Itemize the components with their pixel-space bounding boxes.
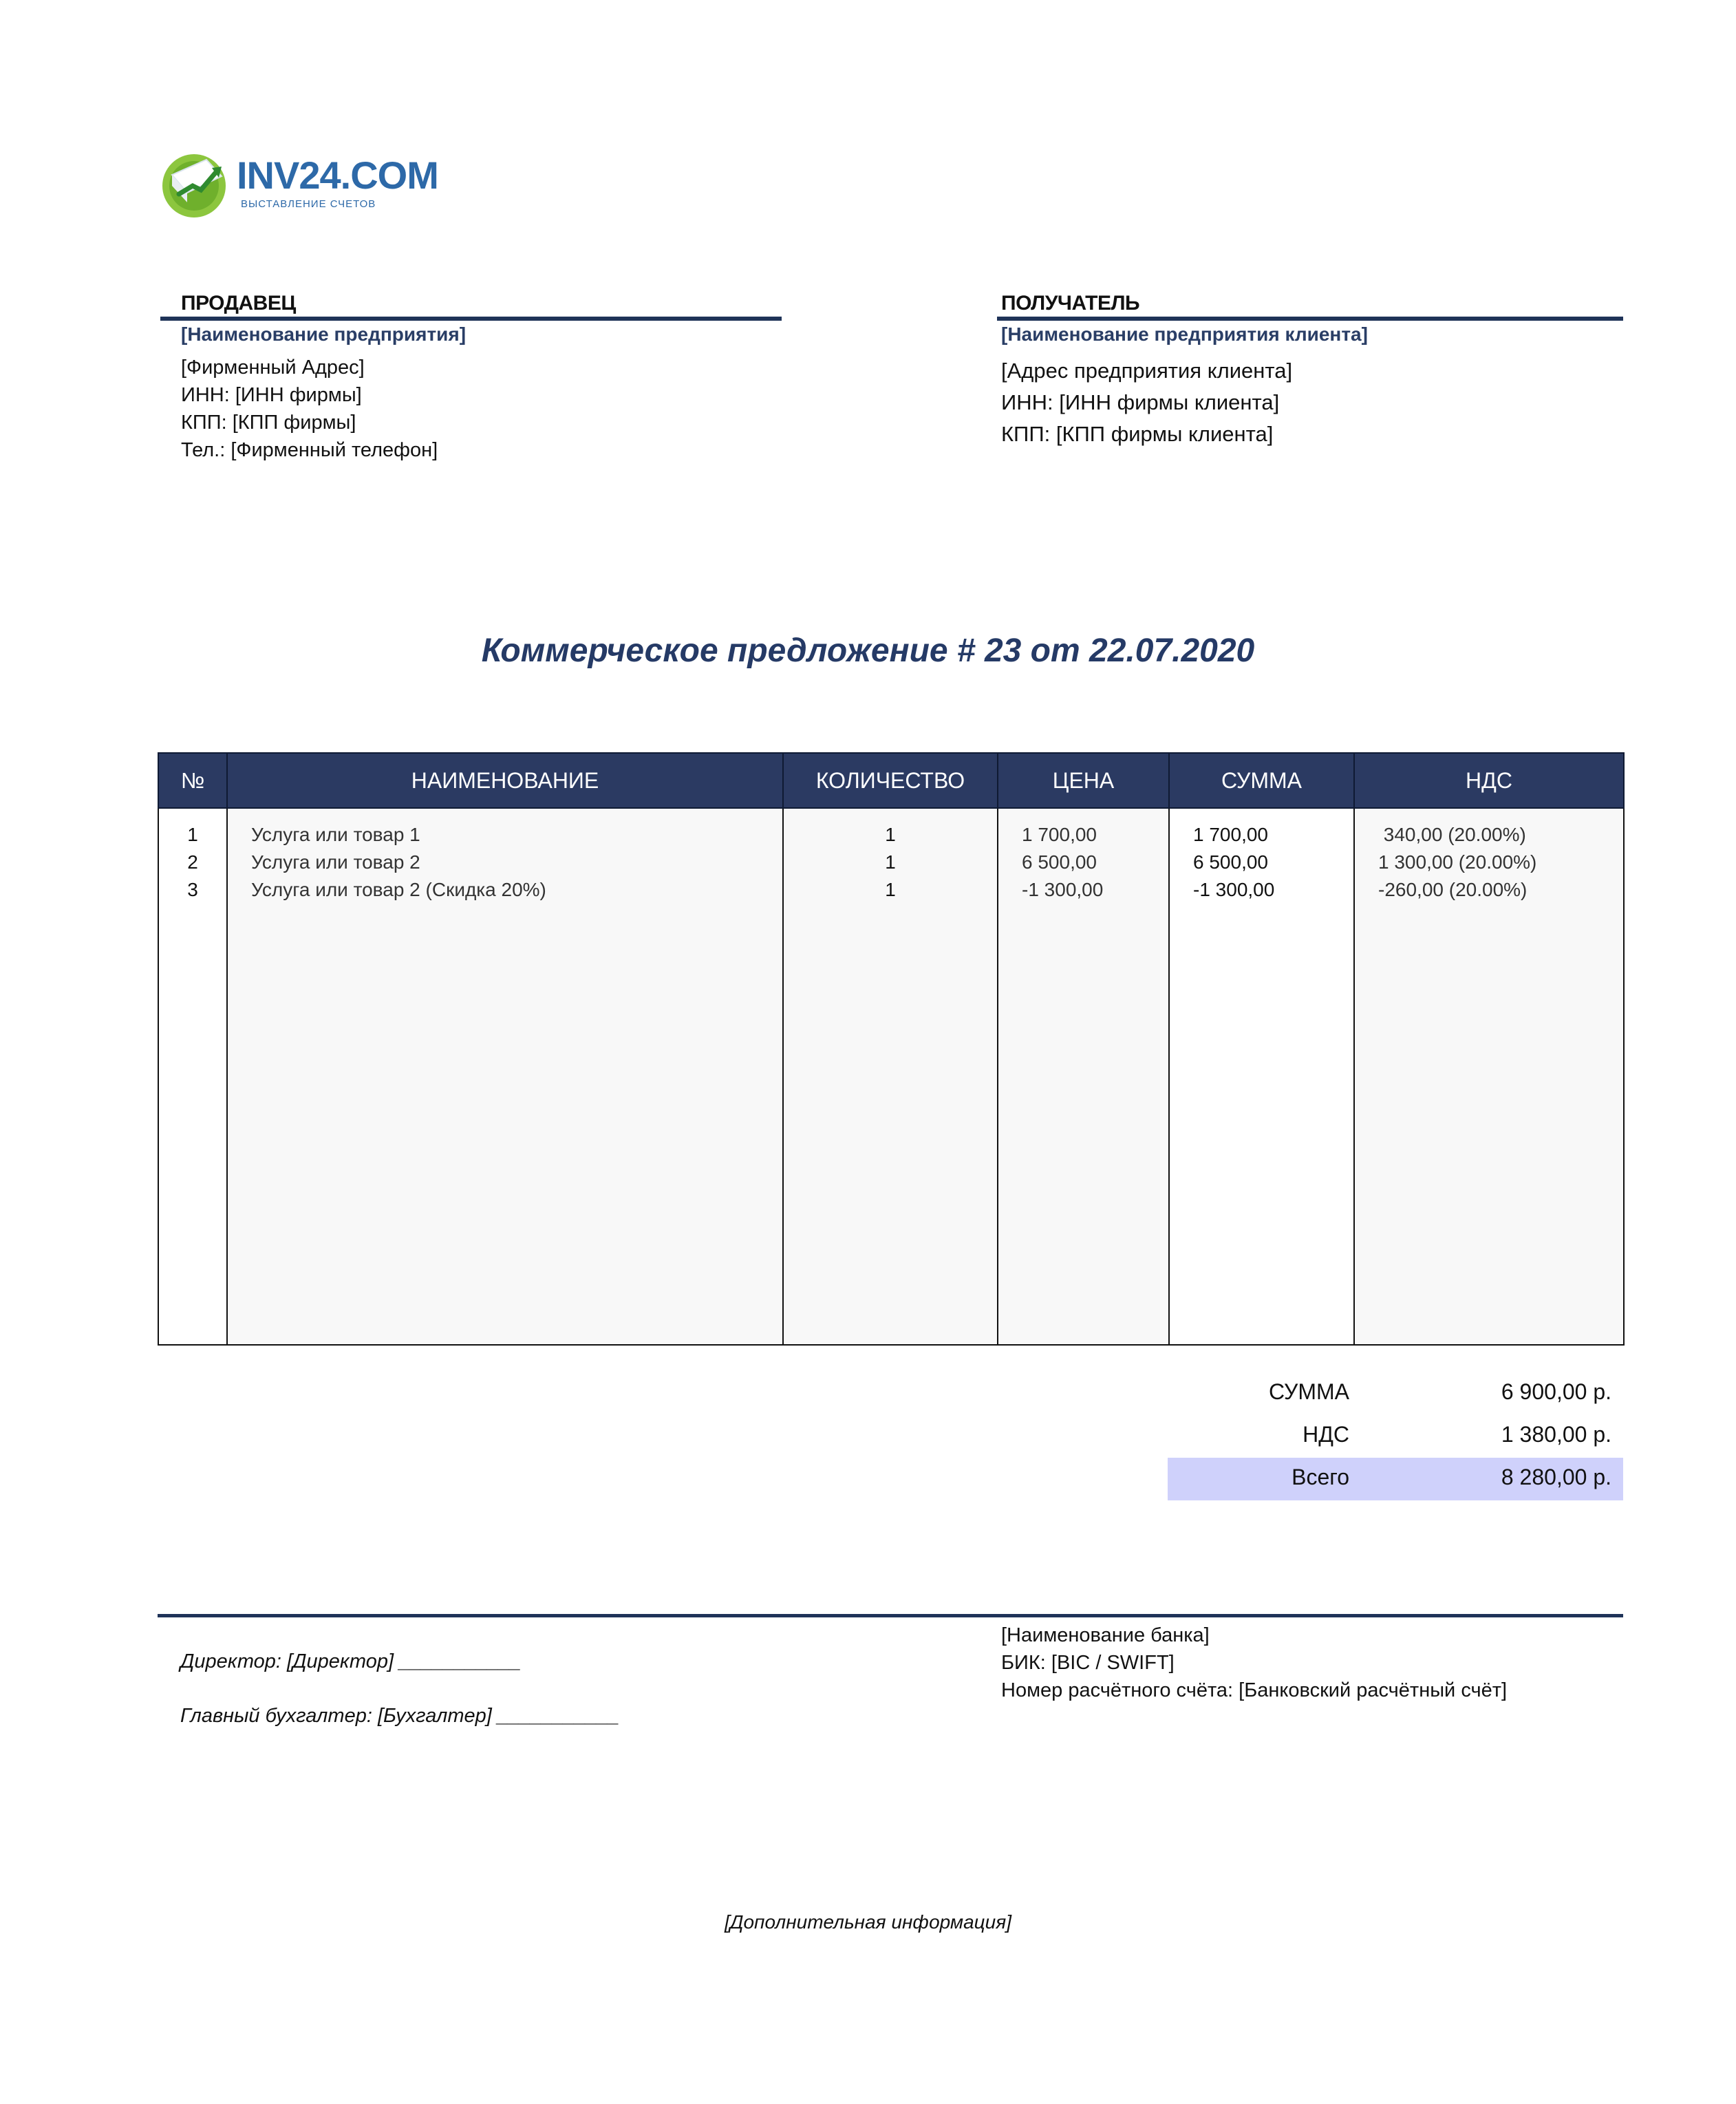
bank-details	[1001, 1622, 1507, 1704]
header-number: №	[158, 753, 227, 808]
client-address: [Адрес предприятия клиента]	[1001, 359, 1293, 383]
totals-vat-value: 1 380,00 р.	[1501, 1422, 1611, 1447]
vat-column	[1354, 808, 1624, 1345]
item-number: 3	[187, 879, 198, 900]
item-quantity: 1	[885, 879, 896, 900]
number-column	[158, 808, 227, 1345]
footer-rule	[158, 1614, 1623, 1617]
item-name: Услуга или товар 2 (Скидка 20%)	[251, 879, 546, 900]
header-price: ЦЕНА	[998, 753, 1169, 808]
item-number: 2	[187, 851, 198, 873]
logo-icon	[158, 146, 234, 222]
totals-sum-value: 6 900,00 р.	[1501, 1379, 1611, 1404]
items-table	[158, 752, 1625, 1346]
item-vat: -260,00 (20.00%)	[1378, 879, 1528, 900]
header-quantity: КОЛИЧЕСТВО	[783, 753, 998, 808]
client-inn: ИНН: [ИНН фирмы клиента]	[1001, 390, 1280, 414]
bank-bic: БИК: [BIC / SWIFT]	[1001, 1652, 1175, 1674]
item-sum: 1 700,00	[1193, 824, 1268, 845]
document-title: Коммерческое предложение # 23 от 22.07.2020	[481, 633, 1255, 669]
client-details	[1001, 355, 1292, 450]
client-rule	[997, 317, 1623, 321]
logo-subtitle: ВЫСТАВЛЕНИЕ СЧЕТОВ	[241, 198, 376, 210]
sum-column	[1169, 808, 1354, 1345]
logo-text: INV24.COM	[237, 153, 438, 197]
accountant-signature: Главный бухгалтер: [Бухгалтер] ___________	[180, 1705, 620, 1727]
totals-vat-label: НДС	[1303, 1422, 1349, 1447]
quantity-column	[783, 808, 998, 1345]
header-name: НАИМЕНОВАНИЕ	[227, 753, 783, 808]
seller-heading: ПРОДАВЕЦ	[181, 292, 296, 315]
item-price: 1 700,00	[1022, 824, 1097, 845]
price-column	[998, 808, 1169, 1345]
item-price: -1 300,00	[1022, 879, 1104, 900]
header-vat: НДС	[1354, 753, 1624, 808]
name-column	[227, 808, 783, 1345]
bank-name: [Наименование банка]	[1001, 1624, 1210, 1646]
totals-total-label: Всего	[1292, 1465, 1349, 1489]
item-sum: -1 300,00	[1193, 879, 1275, 900]
item-name: Услуга или товар 2	[251, 851, 420, 873]
totals-sum-label: СУММА	[1268, 1379, 1349, 1404]
totals-total-value: 8 280,00 р.	[1501, 1465, 1611, 1489]
seller-address: [Фирменный Адрес]	[181, 357, 365, 379]
item-vat: 1 300,00 (20.00%)	[1378, 851, 1537, 873]
director-signature: Директор: [Директор] ___________	[180, 1650, 522, 1672]
seller-phone: Тел.: [Фирменный телефон]	[181, 439, 438, 461]
additional-info: [Дополнительная информация]	[724, 1911, 1011, 1933]
client-name: [Наименование предприятия клиента]	[1001, 323, 1368, 345]
header-sum: СУММА	[1169, 753, 1354, 808]
seller-name: [Наименование предприятия]	[181, 323, 467, 345]
seller-details	[181, 354, 438, 464]
client-kpp: КПП: [КПП фирмы клиента]	[1001, 422, 1274, 446]
item-quantity: 1	[885, 824, 896, 845]
table-body-row	[158, 808, 1624, 1345]
seller-inn: ИНН: [ИНН фирмы]	[181, 384, 362, 406]
seller-kpp: КПП: [КПП фирмы]	[181, 412, 356, 434]
item-sum: 6 500,00	[1193, 851, 1268, 873]
table-header-row	[158, 753, 1624, 808]
item-price: 6 500,00	[1022, 851, 1097, 873]
seller-rule	[160, 317, 782, 321]
item-number: 1	[187, 824, 198, 845]
client-heading: ПОЛУЧАТЕЛЬ	[1001, 292, 1140, 315]
item-quantity: 1	[885, 851, 896, 873]
item-name: Услуга или товар 1	[251, 824, 420, 845]
item-vat: 340,00 (20.00%)	[1378, 824, 1526, 845]
bank-account: Номер расчётного счёта: [Банковский расчётный счёт]	[1001, 1679, 1508, 1701]
